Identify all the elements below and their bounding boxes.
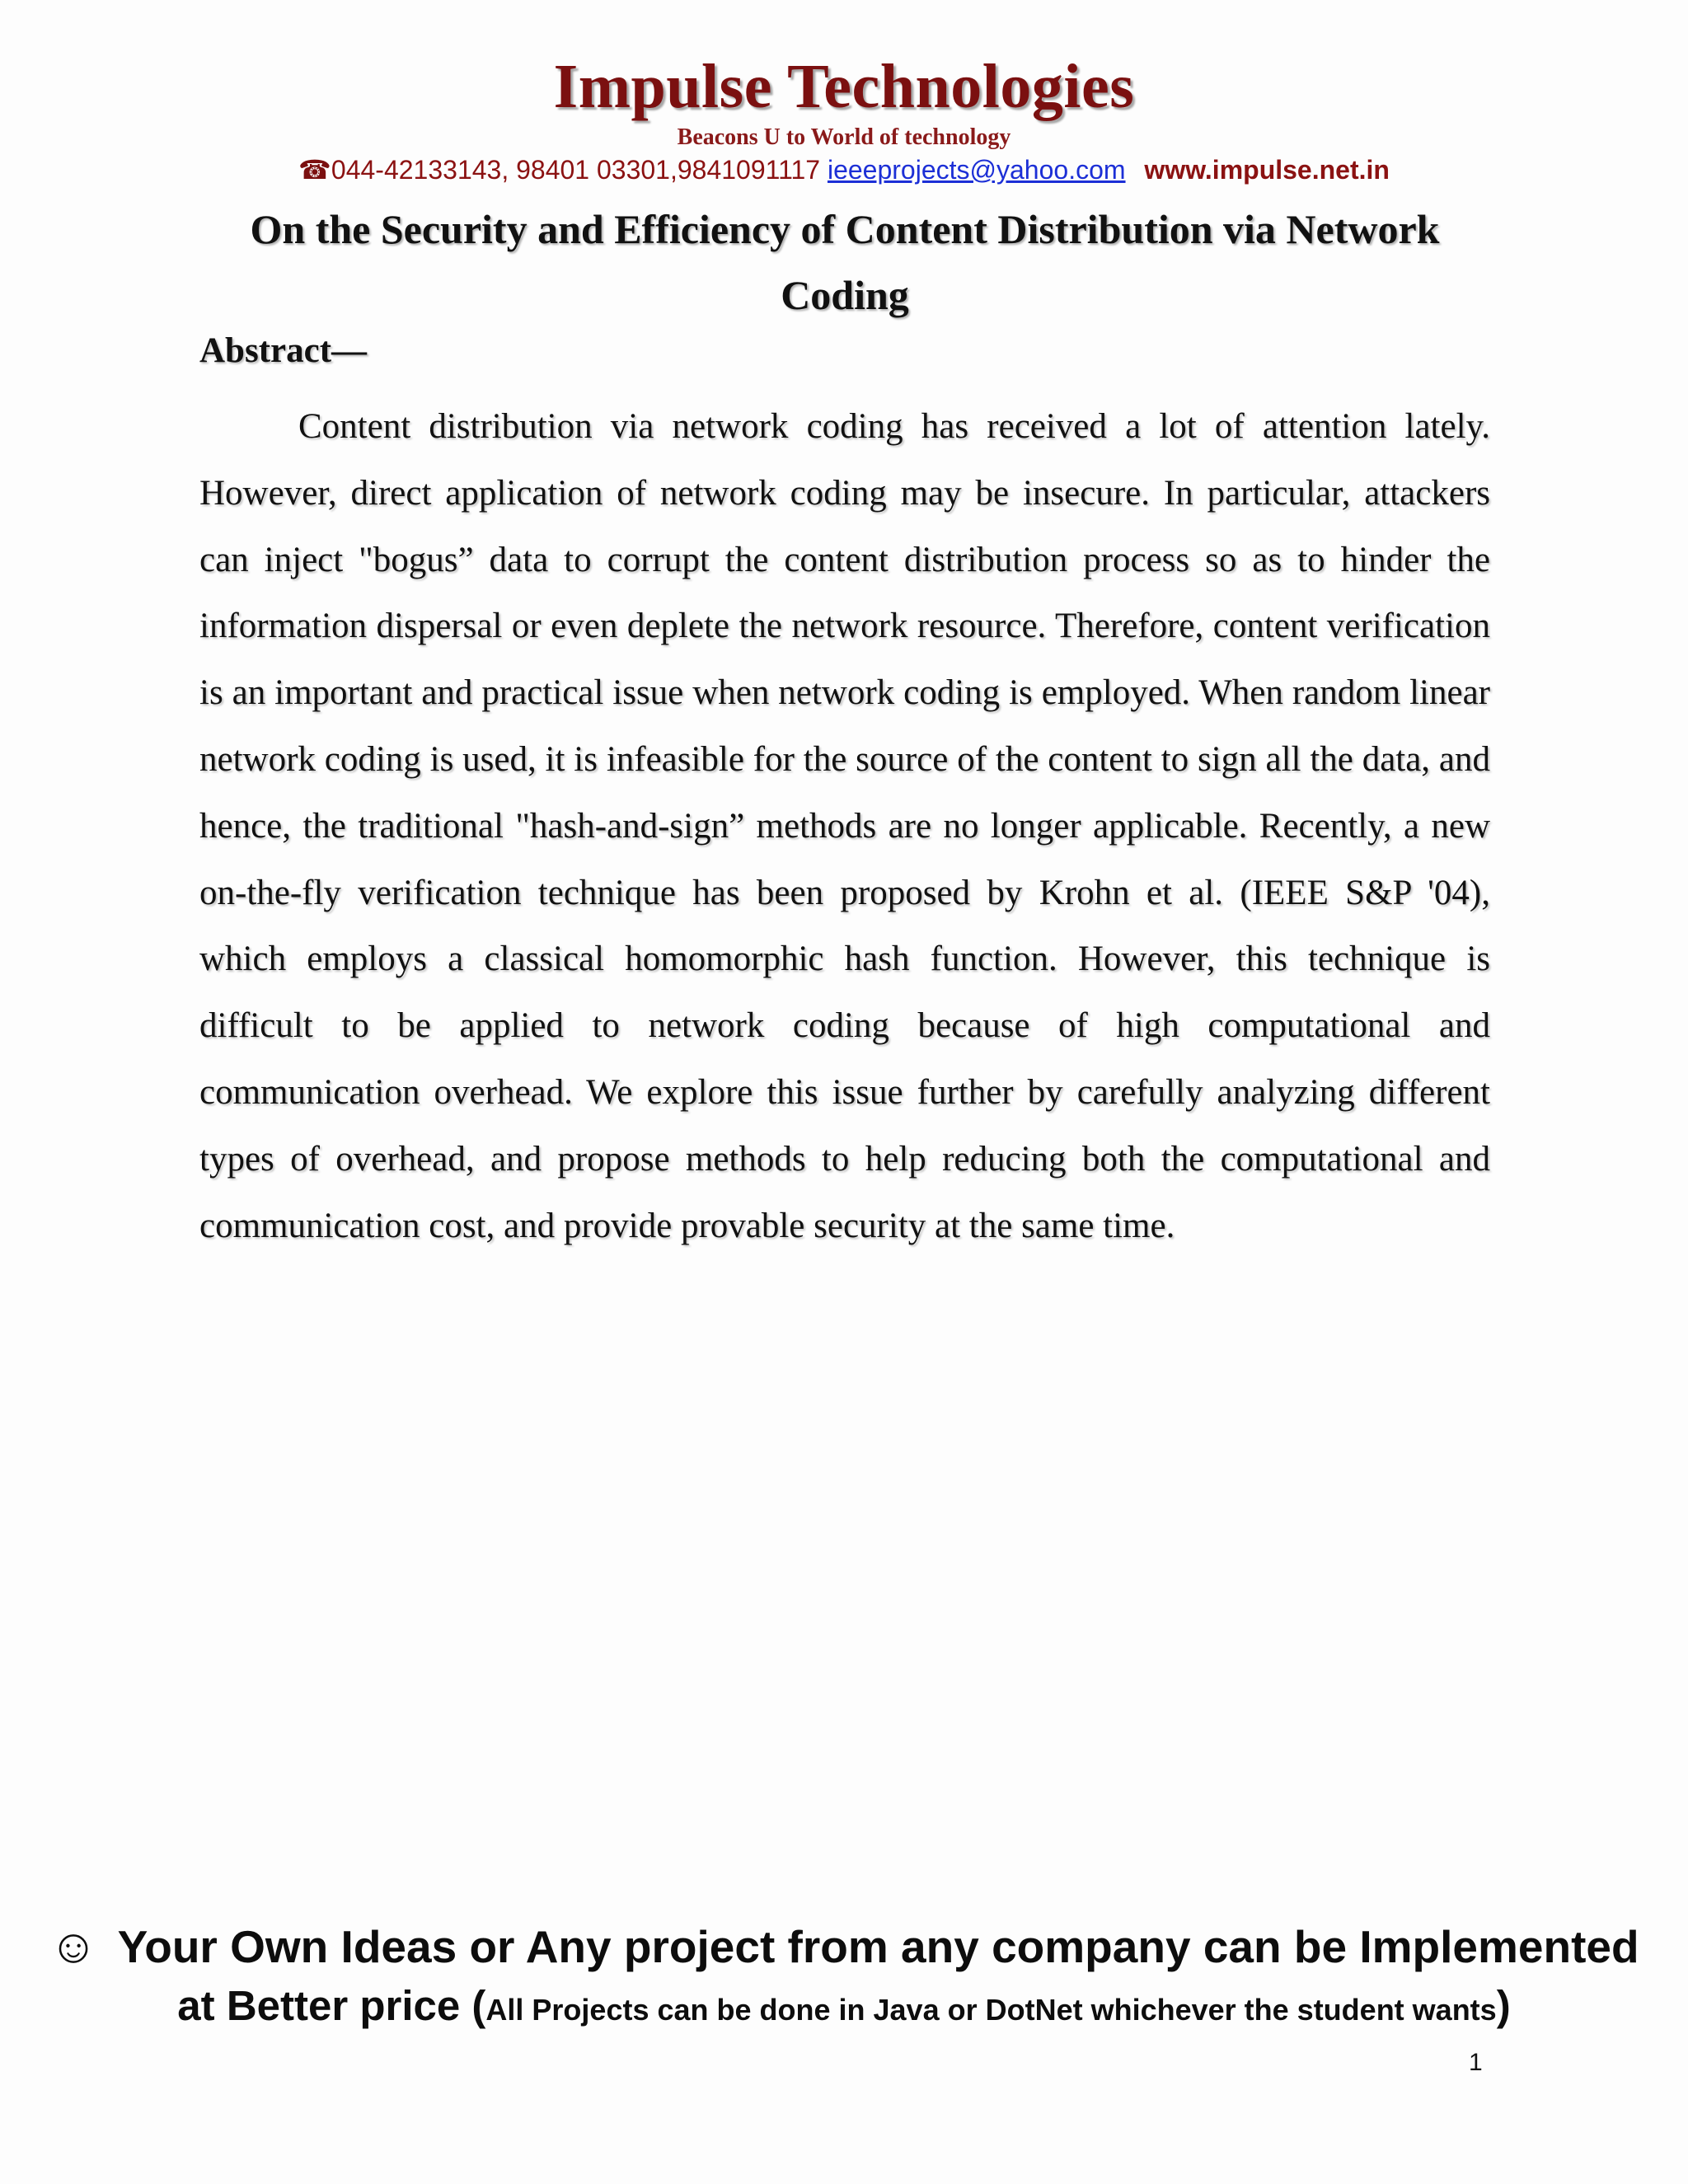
email-link[interactable]: ieeeprojects@yahoo.com (827, 155, 1126, 185)
contact-line (0, 153, 1688, 186)
telephone-icon: ☎ (298, 155, 331, 185)
paper-title: On the Security and Efficiency of Content Distribution via Network Coding (250, 206, 1440, 318)
company-name: Impulse Technologies (553, 52, 1135, 121)
company-tagline: Beacons U to World of technology (677, 124, 1011, 150)
promo-text-1: Your Own Ideas or Any project from any company can be Implemented (117, 1921, 1639, 1972)
phone-numbers: 044-42133143, 98401 03301,9841091117 (331, 155, 821, 185)
page-number: 1 (1469, 2049, 1483, 2076)
promo-text-2-prefix: at Better price ( (177, 1982, 486, 2029)
promo-text-2-suffix: ) (1496, 1982, 1511, 2029)
website-link[interactable]: www.impulse.net.in (1144, 155, 1390, 185)
promo-line-2 (0, 1977, 1688, 2039)
promo-line-1 (0, 1916, 1688, 1977)
letterhead (0, 51, 1688, 186)
abstract-body: Content distribution via network coding has received a lot of attention lately. However, direct application of network coding may be insecure. In particular, attackers can inject "bogus” data to corrupt the content distribution process so as to hinder the information dispersal or even deplete the network resource. Therefore, content verification is an important and practical issue when network coding is employed. When random linear network coding is used, it is infeasible for the source of the content to sign all the data, and hence, the traditional "hash-and-sign” methods are no longer applicable. Recently, a new on-the-fly verification technique has been proposed by Krohn et al. (IEEE S&P '04), which employs a classical homomorphic hash function. However, this technique is difficult to be applied to network coding because of high computational and communication overhead. We explore this issue further by carefully analyzing different types of overhead, and propose methods to help reducing both the computational and communication cost, and provide provable security at the same time. (199, 407, 1490, 1245)
smiley-icon: ☺ (49, 1919, 98, 1973)
promo-banner (0, 1916, 1688, 2039)
abstract-heading: Abstract— (199, 331, 368, 370)
promo-text-2-detail: All Projects can be done in Java or DotNet whichever the student wants (485, 1993, 1497, 2027)
